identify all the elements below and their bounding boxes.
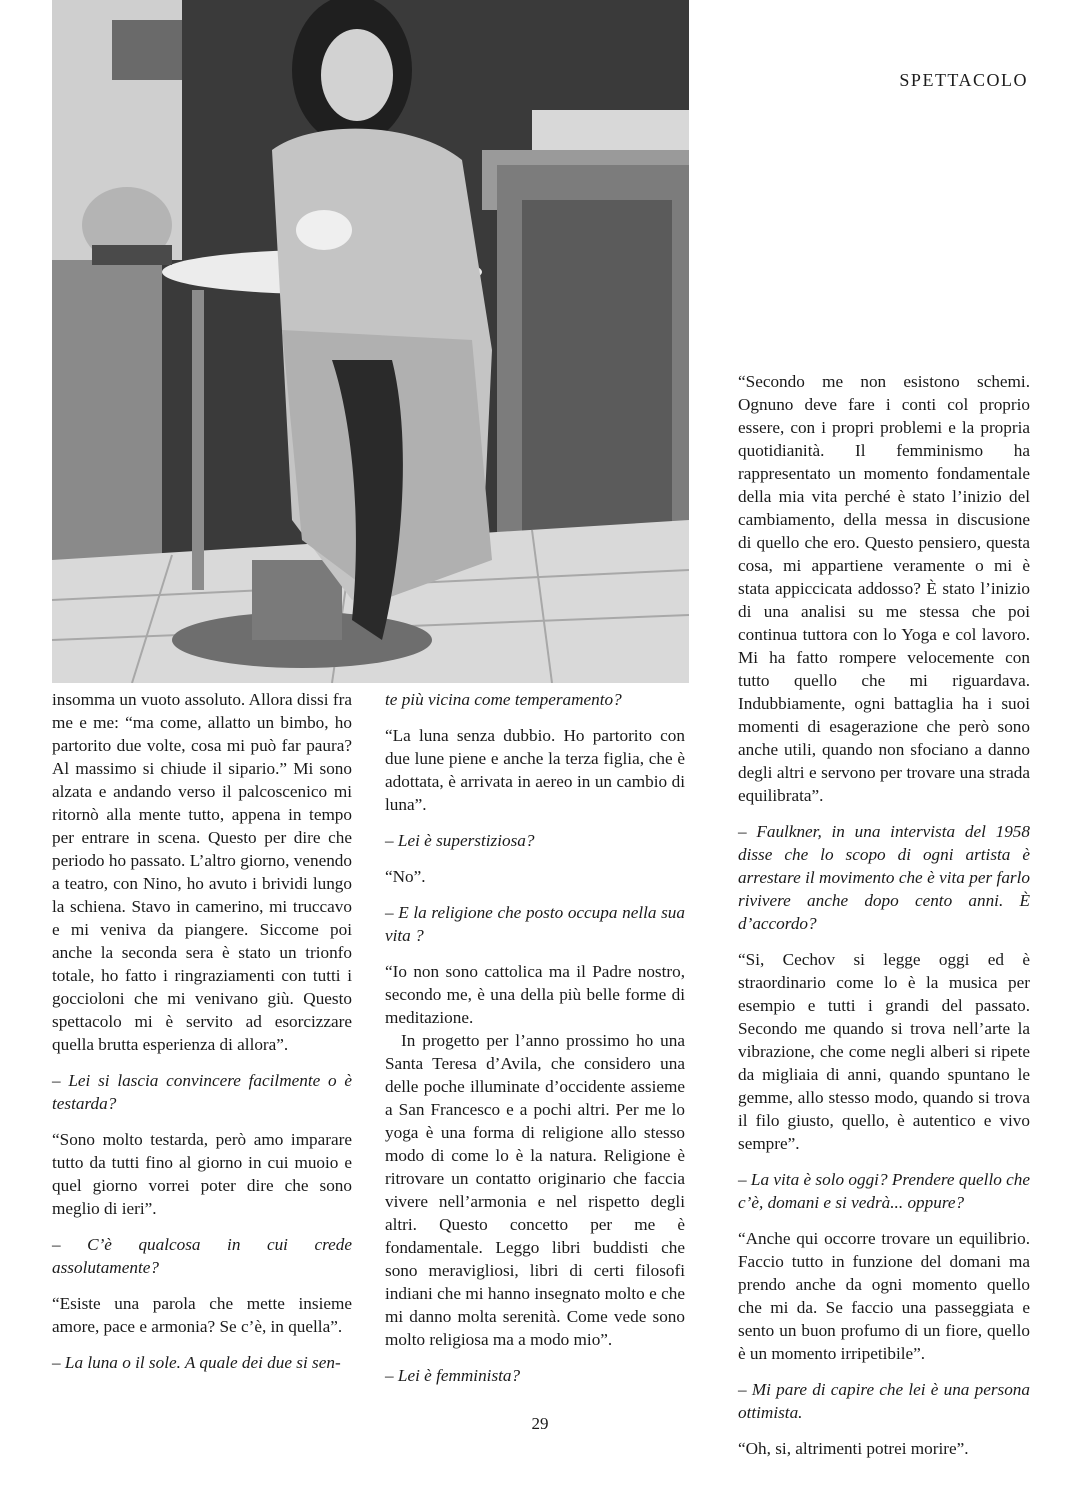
answer-paragraph: “La luna senza dubbio. Ho partorito con due lune piene e anche la terza figlia, che è adottata, è arrivata in aereo in un cambio di luna”. <box>385 726 685 814</box>
question: – Lei si lascia convincere facilmente o è testarda? <box>52 1071 352 1113</box>
page-number: 29 <box>531 1414 549 1433</box>
question: – La vita è solo oggi? Prendere quello che c’è, domani e si vedrà... oppure? <box>738 1170 1030 1212</box>
answer-paragraph: “Esiste una parola che mette insieme amore, pace e armonia? Se c’è, in quella”. <box>52 1294 352 1336</box>
answer-paragraph: “Anche qui occorre trovare un equilibrio. Faccio tutto in funzione del domani ma prendo anche da ogni momento quello che mi da. Se faccio una passeggiata e sento un buon profumo di un fiore, quello è un momento irripetibile”. <box>738 1229 1030 1363</box>
answer-paragraph: “Secondo me non esistono schemi. Ognuno deve fare i conti col proprio essere, con i propri problemi e la propria quotidianità. Il femminismo ha rappresentato un momento fondamentale della mia vita perché è stato l’inizio del cambiamento, della messa in discusione di quello che ero. Questo pensiero, questa cosa, mi appartiene veramente o mi è stata appiccicata addosso? È stato l’inizio di una analisi su me stessa che poi continua tuttora con lo Yoga e col lavoro. Mi ha fatto rompere velocemente con tutto quello che mi riguardava. Indubbiamente, ogni battaglia ha i suoi momenti di esagerazione che però sono anche utili, quando non sfociano a danno degli altri e servono per trovare una strada equilibrata”. <box>738 372 1030 805</box>
column-2 <box>385 688 685 1387</box>
answer-paragraph: “Si, Cechov si legge oggi ed è straordinario come lo è la musica per esempio e tutti i grandi del passato. Secondo me quando si trova nell’arte la vibrazione, che come negli alberi si ripete da migliaia di anni, quando spuntano le gemme, allo stesso modo, quando si trova il filo giusto, quello, è autentico e vivo sempre”. <box>738 950 1030 1153</box>
question: – Lei è superstiziosa? <box>385 831 535 850</box>
photo <box>52 0 689 683</box>
column-1 <box>52 688 352 1374</box>
answer-paragraph: In progetto per l’anno prossimo ho una Santa Teresa d’Avila, che considero una delle poche illuminate d’occidente assieme a San Francesco e a pochi altri. Per me lo yoga è una forma di religione allo stesso modo di come lo è la natura. Religione è ritrovare un contatto originario che faccia vivere nell’armonia e nel rispetto degli altri. Questo concetto per me è fondamentale. Leggo libri buddisti che sono meravigliosi, libri di certi filosofi indiani che mi hanno insegnato molto e che mi danno molta serenità. Come vede sono molto religiosa ma a modo mio”. <box>385 1031 685 1349</box>
question: – Mi pare di capire che lei è una persona ottimista. <box>738 1380 1030 1422</box>
question: – Lei è femminista? <box>385 1366 521 1385</box>
question: – E la religione che posto occupa nella sua vita ? <box>385 903 685 945</box>
question: – C’è qualcosa in cui crede assolutamente? <box>52 1235 352 1277</box>
question: – La luna o il sole. A quale dei due si sen- <box>52 1353 341 1372</box>
answer-paragraph: “Io non sono cattolica ma il Padre nostro, secondo me, è una della più belle forme di meditazione. <box>385 962 685 1027</box>
photo-illustration <box>52 0 689 683</box>
question: – Faulkner, in una intervista del 1958 disse che lo scopo di ogni artista è arrestare il movimento che è vita per farlo rivivere anche dopo cento anni. È d’accordo? <box>738 822 1030 933</box>
answer-paragraph: “Oh, si, altrimenti potrei morire”. <box>738 1439 969 1458</box>
column-3 <box>738 370 1030 1460</box>
answer-paragraph: insomma un vuoto assoluto. Allora dissi fra me e me: “ma come, allatto un bimbo, ho partorito due volte, cosa mi può far paura? Al massimo si chiude il sipario.” Mi sono alzata e andando verso il palcoscenico mi ritornò alla mente tutto, appena in tempo per entrare in scena. Questo per dire che periodo ho passato. L’altro giorno, venendo a teatro, con Nino, ho avuto i brividi lungo la schiena. Stavo in camerino, mi truccavo e mi veniva da piangere. Siccome poi anche la seconda sera è stato un trionfo totale, ho fatto i ringraziamenti con tutti i goccioloni che mi venivano giù. Questo spettacolo mi è servito ad esorcizzare quella brutta esperienza di allora”. <box>52 690 352 1054</box>
question: te più vicina come temperamento? <box>385 690 622 709</box>
answer-paragraph: “No”. <box>385 867 426 886</box>
answer-paragraph: “Sono molto testarda, però amo imparare tutto da tutti fino al giorno in cui muoio e quel giorno vorrei poter dire che sono meglio di ieri”. <box>52 1130 352 1218</box>
section-label: SPETTACOLO <box>899 70 1028 90</box>
